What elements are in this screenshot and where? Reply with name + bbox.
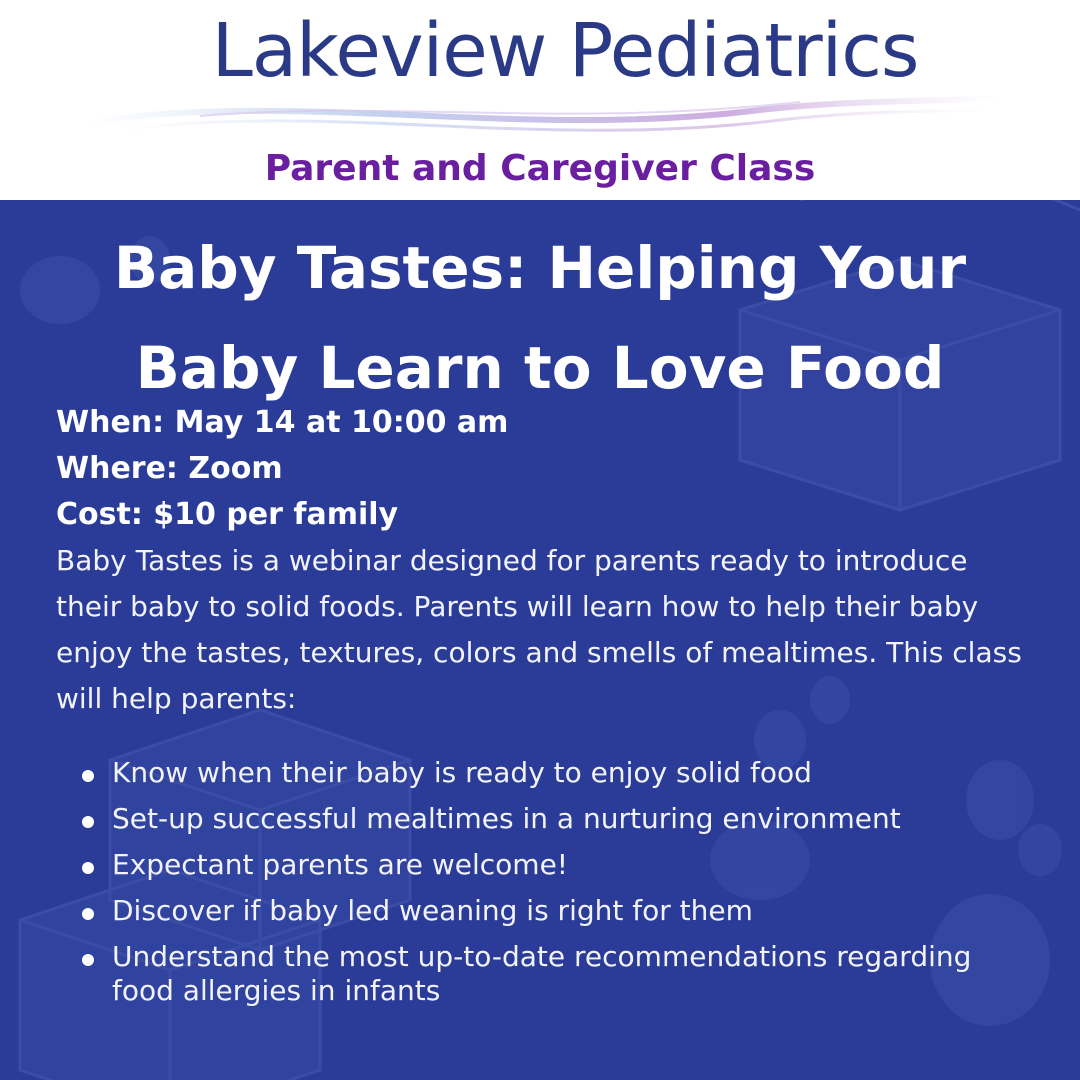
event-where: Where: Zoom <box>56 451 283 486</box>
bullet-dot-icon <box>82 770 94 782</box>
list-item-text: Discover if baby led weaning is right for them <box>112 894 753 927</box>
event-cost: Cost: $10 per family <box>56 497 399 532</box>
list-item-text: Understand the most up-to-date recommendations regarding food allergies in infants <box>112 940 972 1007</box>
bullet-dot-icon <box>82 908 94 920</box>
event-panel <box>0 200 1080 1080</box>
list-item <box>82 802 1042 836</box>
header <box>0 0 1080 200</box>
event-title-line-1: Baby Tastes: Helping Your <box>113 234 967 302</box>
list-item <box>82 756 1042 790</box>
swoosh-logo-decoration <box>0 80 1080 150</box>
event-details <box>56 400 1036 722</box>
list-item-text: Know when their baby is ready to enjoy solid food <box>112 756 812 789</box>
bullet-dot-icon <box>82 954 94 966</box>
list-item <box>82 894 1042 928</box>
list-item-text: Expectant parents are welcome! <box>112 848 569 881</box>
list-item <box>82 848 1042 882</box>
benefits-list <box>82 756 1042 1020</box>
event-when: When: May 14 at 10:00 am <box>56 405 509 440</box>
bullet-dot-icon <box>82 862 94 874</box>
event-description: Baby Tastes is a webinar designed for parents ready to introduce their baby to solid foods. Parents will learn how to help their baby enjoy the tastes, textures, colors and smells of mealtimes. This class will help parents: <box>56 544 1022 715</box>
list-item-text: Set-up successful mealtimes in a nurturing environment <box>112 802 901 835</box>
event-title-line-2: Baby Learn to Love Food <box>135 334 945 402</box>
bullet-dot-icon <box>82 816 94 828</box>
logo-text: Lakeview Pediatrics <box>211 8 919 94</box>
class-type-subtitle: Parent and Caregiver Class <box>264 148 816 189</box>
event-title <box>0 218 1080 418</box>
list-item <box>82 940 1042 1008</box>
